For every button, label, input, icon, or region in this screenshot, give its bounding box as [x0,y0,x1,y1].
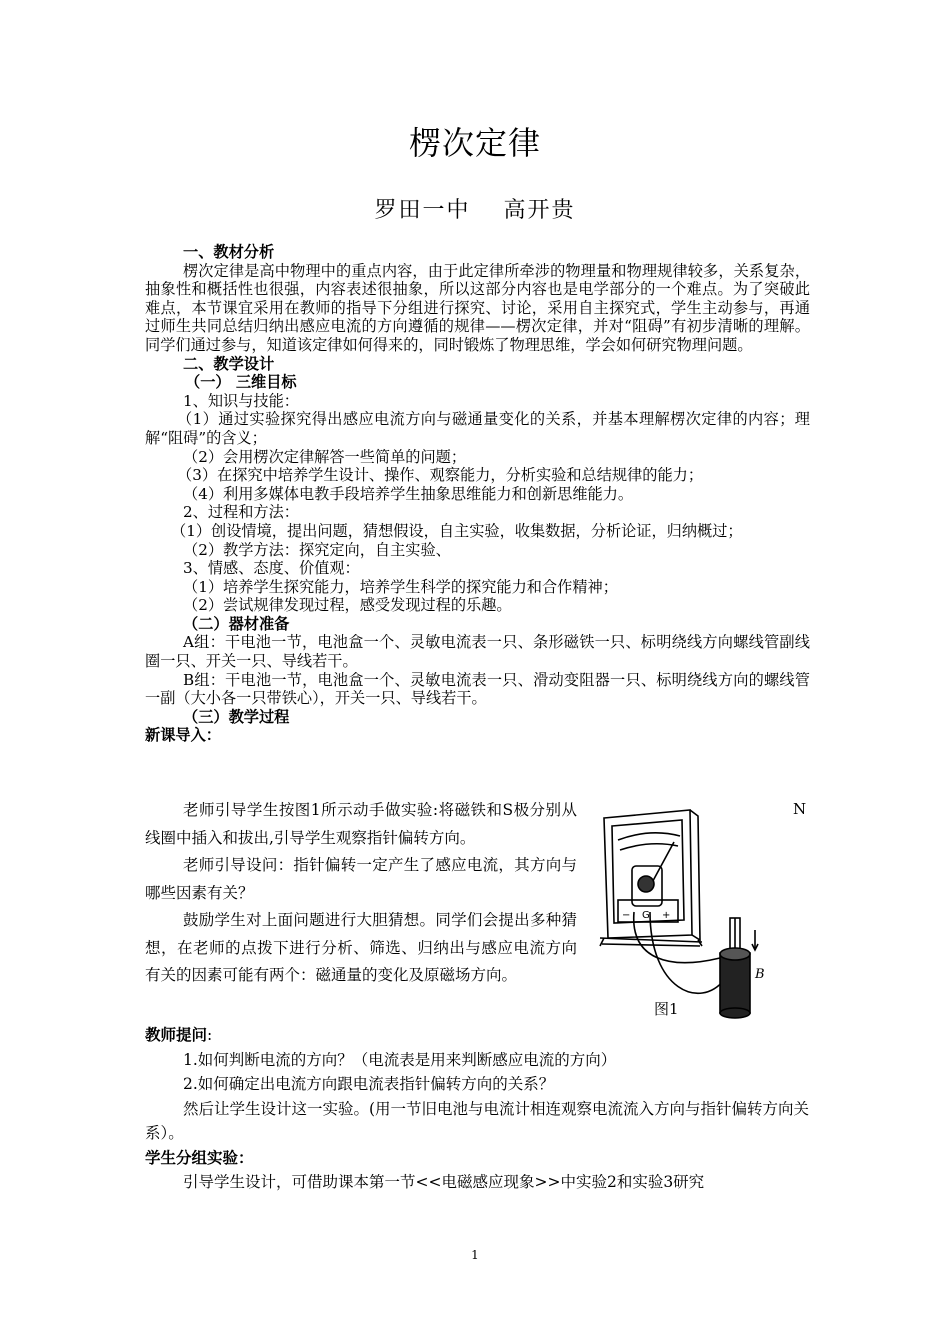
intro-paragraph-2: 老师引导设问：指针偏转一定产生了感应电流，其方向与哪些因素有关？ [145,856,577,902]
svg-text:G: G [642,910,650,921]
goal-knowledge-1: （1）通过实验探究得出感应电流方向与磁通量变化的关系，并基本理解楞次定律的内容；理解“阻碍”的含义； [145,410,810,447]
author-line: 罗田一中 高开贵 [374,198,576,223]
intro-heading: 新课导入： [145,726,221,745]
section-heading-2: 二、教学设计 [183,354,275,373]
group-experiment-paragraph: 引导学生设计，可借助课本第一节<<电磁感应现象>>中实验2和实验3研究 [183,1173,705,1191]
svg-text:+: + [662,910,671,921]
page-number: 1 [471,1248,479,1262]
subheading-goals: （一） 三维目标 [185,373,297,392]
equipment-group-a: A组：干电池一节，电池盒一个、灵敏电流表一只、条形磁铁一只、标明绕线方向螺线管副线圈一只、开关一只、导线若干。 [145,633,810,671]
goal-process-2: （2）教学方法：探究定向，自主实验、 [183,540,451,559]
goal-knowledge-2: （2）会用楞次定律解答一些简单的问题； [183,447,467,466]
intro-paragraph-1: 老师引导学生按图1所示动手做实验:将磁铁和S极分别从线圈中插入和拔出,引导学生观察指针偏转方向。 [145,801,577,847]
goal-knowledge-3: （3）在探究中培养学生设计、操作、观察能力，分析实验和总结规律的能力； [177,466,704,485]
galvanometer-figure [590,800,815,1025]
svg-text:−: − [622,910,631,921]
main-body [145,243,810,745]
question-2: 2.如何确定出电流方向跟电流表指针偏转方向的关系？ [183,1075,555,1093]
figure-caption: 图1 [654,1000,679,1018]
question-3: 然后让学生设计这一实验。(用一节旧电池与电流计相连观察电流流入方向与指针偏转方向关系）。 [145,1099,810,1142]
goal-emotion-1: （1）培养学生探究能力，培养学生科学的探究能力和合作精神； [183,577,618,596]
figure-n-label: N [793,800,807,818]
section-heading-1: 一、教材分析 [183,243,275,261]
paragraph-analysis: 楞次定律是高中物理中的重点内容，由于此定律所牵涉的物理量和物理规律较多，关系复杂，抽象性和概括性也很强，内容表述很抽象，所以这部分内容也是电学部分的一个难点。为了突破此难点，本节课宜采用在教师的指导下分组进行探究、讨论，采用自主探究式，学生主动参与，再通过师生共同总结归纳出感应电流的方向遵循的规律——楞次定律，并对“阻碍”有初步清晰的理解。同学们通过参与，知道该定律如何得来的，同时锻炼了物理思维，学会如何研究物理问题。 [145,261,810,354]
subheading-process: （三）教学过程 [183,707,290,726]
group-experiment-heading: 学生分组实验： [145,1148,254,1167]
goal-knowledge-title: 1、知识与技能： [183,391,299,410]
page-title: 楞次定律 [408,124,541,162]
questions-heading: 教师提问 [145,1026,208,1044]
intro-text-column [145,797,577,990]
figure-b-label: B [755,967,765,982]
goal-process-title: 2、过程和方法： [183,503,299,522]
goal-knowledge-4: （4）利用多媒体电教手段培养学生抽象思维能力和创新思维能力。 [183,484,634,503]
equipment-group-b: B组：干电池一节，电池盒一个、灵敏电流表一只、滑动变阻器一只、标明绕线方向的螺线管一副（大小各一只带铁心），开关一只、导线若干。 [145,670,810,708]
subheading-equipment: （二）器材准备 [183,614,290,633]
goal-emotion-title: 3、情感、态度、价值观： [183,559,360,578]
goal-emotion-2: （2）尝试规律发现过程，感受发现过程的乐趣。 [183,596,512,615]
questions-heading-colon: : [207,1026,213,1044]
intro-paragraph-3: 鼓励学生对上面问题进行大胆猜想。同学们会提出多种猜想，在老师的点拨下进行分析、筛选、归纳出与感应电流方向有关的因素可能有两个：磁通量的变化及原磁场方向。 [145,911,577,984]
question-1: 1.如何判断电流的方向？（电流表是用来判断感应电流的方向） [183,1050,617,1069]
goal-process-1: （1）创设情境，提出问题，猜想假设，自主实验，收集数据，分析论证，归纳概过； [171,521,743,540]
questions-block [145,1023,810,1195]
questions-heading-line [145,1023,810,1048]
